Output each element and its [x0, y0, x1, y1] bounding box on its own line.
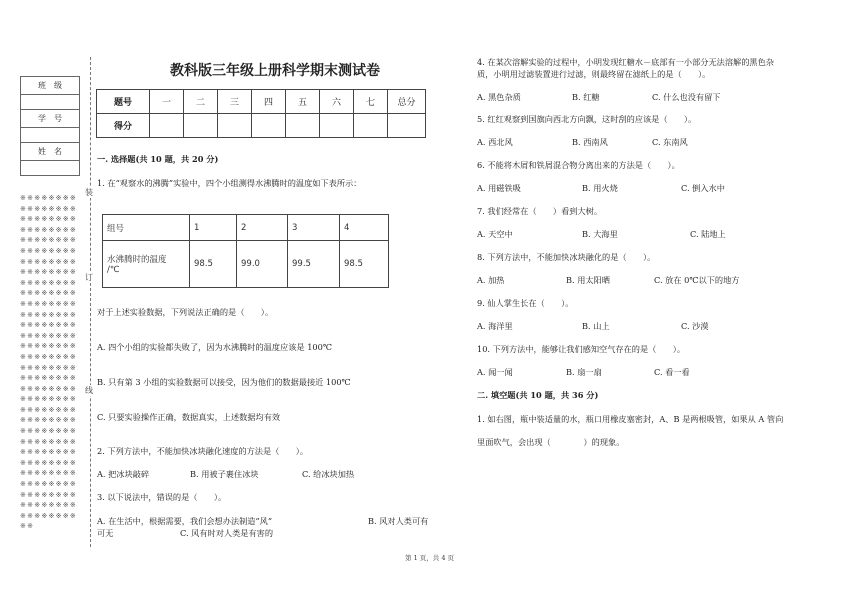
q3-option-a: A. 在生活中，根据需要，我们会想办法制造”风” — [97, 516, 273, 526]
score-col-5: 五 — [286, 90, 320, 114]
binding-char-2: 订 — [85, 273, 93, 282]
q3-option-b-cont: 可无 — [97, 528, 114, 538]
score-cell[interactable] — [218, 114, 252, 138]
temp-table-cell: 99.5 — [288, 241, 340, 288]
score-col-3: 三 — [218, 90, 252, 114]
q6-text: 6. 不能将木屑和铁屑混合物分离出来的方法是（ ）。 — [477, 160, 680, 170]
q2-text: 2. 下列方法中，不能加快冰块融化速度的方法是（ ）。 — [97, 446, 309, 456]
q7-option-b: B. 大海里 — [582, 229, 618, 239]
name-label: 姓 名 — [21, 143, 80, 161]
q6-option-c: C. 倒入水中 — [681, 183, 725, 193]
temp-table-header: 2 — [237, 215, 288, 241]
score-table-header-label: 题号 — [97, 90, 150, 114]
temp-table-cell: 98.5 — [340, 241, 389, 288]
score-cell[interactable] — [184, 114, 218, 138]
binding-char-3: 线 — [85, 386, 93, 395]
q4-option-c: C. 什么也没有留下 — [652, 92, 721, 102]
temp-table-header: 组号 — [103, 215, 190, 241]
q2-option-a: A. 把冰块敲碎 — [97, 469, 150, 479]
class-label: 班 级 — [21, 77, 80, 95]
student-info-box — [20, 76, 80, 176]
decorative-dot-pattern: ※※※※※※※※※※※※※※※※※※※※※※※※※※※※※※※※※※※※※※※※※※※※※※※※※※※※※※※※※※※※※※※※※※※※※※※※※※※※※※※※※※※※※※※※※※※※※※※※※※※※※※※※※※※※※※※※※※※※※※※※※※※※※※※※※※※※※※※※※※※※※※※※※※※※※※※※※※※※※※※※※※※※※※※※※※※※※※※※※※※※※※※※※※※※※※※※※※※※※※※※※※※※※※※※※※※※※※※※※※※※※※※※※※※※※※※※※※※※※※※※※※※※※※※※※※ — [20, 193, 77, 531]
q7-option-c: C. 陆地上 — [690, 229, 726, 239]
number-label: 学 号 — [21, 110, 80, 128]
q3-option-c: C. 风有时对人类是有害的 — [180, 528, 274, 538]
q4-text-line1: 4. 在某次溶解实验的过程中，小明发现红糖水－底部有一小部分无法溶解的黑色杂 — [477, 57, 774, 67]
section2-heading: 二. 填空题(共 10 题，共 36 分) — [477, 390, 599, 400]
score-cell[interactable] — [388, 114, 426, 138]
q9-option-c: C. 沙漠 — [681, 321, 709, 331]
score-col-4: 四 — [252, 90, 286, 114]
q2-option-b: B. 用被子裹住冰块 — [190, 469, 259, 479]
q7-text: 7. 我们经常在（ ）看到大树。 — [477, 206, 603, 216]
q6-option-a: A. 用磁铁吸 — [477, 183, 521, 193]
q1-option-a: A. 四个小组的实验都失败了，因为水沸腾时的温度应该是 100℃ — [97, 342, 333, 352]
section1-heading: 一. 选择题(共 10 题，共 20 分) — [97, 154, 219, 164]
q8-option-c: C. 放在 0℃以下的地方 — [654, 275, 740, 285]
q8-text: 8. 下列方法中，不能加快冰块融化的是（ ）。 — [477, 252, 656, 262]
q3-text: 3. 以下说法中，错误的是（ ）。 — [97, 492, 227, 502]
q4-text-line2: 质，小明用过滤装置进行过滤，则最终留在滤纸上的是（ ）。 — [477, 69, 711, 79]
score-col-2: 二 — [184, 90, 218, 114]
q5-text: 5. 红红观察到国旗向西北方向飘，这时刮的应该是（ ）。 — [477, 114, 697, 124]
score-col-6: 六 — [320, 90, 354, 114]
score-cell[interactable] — [252, 114, 286, 138]
q9-option-a: A. 海洋里 — [477, 321, 513, 331]
temp-table-header: 1 — [190, 215, 237, 241]
score-cell[interactable] — [354, 114, 388, 138]
q10-option-c: C. 看一看 — [654, 367, 690, 377]
score-cell[interactable] — [286, 114, 320, 138]
temp-table-header: 4 — [340, 215, 389, 241]
binding-char-1: 装 — [85, 188, 93, 197]
q1-option-b: B. 只有第 3 小组的实验数据可以接受，因为他们的数据最接近 100℃ — [97, 377, 351, 387]
score-cell[interactable] — [320, 114, 354, 138]
score-col-7: 七 — [354, 90, 388, 114]
temperature-table — [102, 214, 389, 288]
q8-option-b: B. 用太阳晒 — [566, 275, 610, 285]
temp-table-cell: 98.5 — [190, 241, 237, 288]
q1-option-c: C. 只要实验操作正确，数据真实，上述数据均有效 — [97, 412, 281, 422]
q4-option-a: A. 黑色杂质 — [477, 92, 521, 102]
q5-option-a: A. 西北风 — [477, 137, 513, 147]
temp-table-row-label: 水沸腾时的温度 /℃ — [103, 241, 190, 288]
q9-text: 9. 仙人掌生长在（ ）。 — [477, 298, 574, 308]
q5-option-c: C. 东南风 — [652, 137, 688, 147]
q10-text: 10. 下列方法中，能够让我们感知空气存在的是（ ）。 — [477, 344, 686, 354]
score-col-total: 总分 — [388, 90, 426, 114]
q5-option-b: B. 西南风 — [572, 137, 608, 147]
q10-option-b: B. 扇一扇 — [566, 367, 602, 377]
score-table — [96, 89, 426, 138]
q6-option-b: B. 用火烧 — [582, 183, 618, 193]
q1-stem: 对于上述实验数据，下列说法正确的是（ ）。 — [97, 307, 274, 317]
page-title: 教科版三年级上册科学期末测试卷 — [170, 63, 380, 79]
score-cell[interactable] — [150, 114, 184, 138]
f1-text-line2: 里面吹气，会出现（ ）的现象。 — [477, 437, 625, 447]
q8-option-a: A. 加热 — [477, 275, 505, 285]
temp-table-header: 3 — [288, 215, 340, 241]
q2-option-c: C. 给冰块加热 — [302, 469, 355, 479]
q10-option-a: A. 闻一闻 — [477, 367, 513, 377]
f1-text-line1: 1. 如右图，瓶中装适量的水，瓶口用橡皮塞密封，A、B 是两根吸管，如果从 A 管向 — [477, 414, 784, 424]
q9-option-b: B. 山上 — [582, 321, 610, 331]
page-number: 第 1 页，共 4 页 — [405, 554, 455, 562]
q7-option-a: A. 天空中 — [477, 229, 513, 239]
temp-table-cell: 99.0 — [237, 241, 288, 288]
q4-option-b: B. 红糖 — [572, 92, 600, 102]
binding-line — [90, 57, 91, 547]
score-row-label: 得分 — [97, 114, 150, 138]
q3-option-b: B. 风对人类可有 — [368, 516, 429, 526]
number-field[interactable] — [21, 128, 80, 143]
class-field[interactable] — [21, 95, 80, 110]
score-col-1: 一 — [150, 90, 184, 114]
name-field[interactable] — [21, 161, 80, 176]
q1-text: 1. 在“观察水的沸腾”实验中，四个小组测得水沸腾时的温度如下表所示： — [97, 178, 362, 188]
